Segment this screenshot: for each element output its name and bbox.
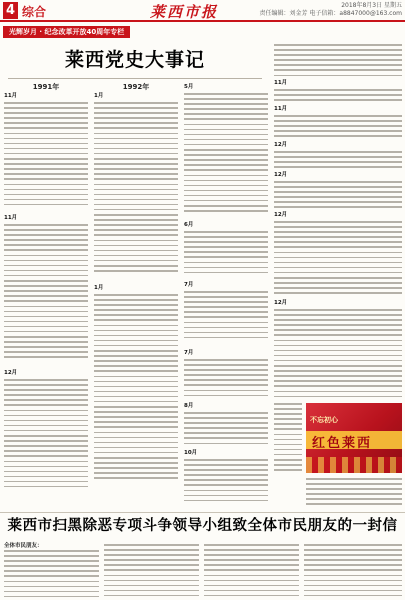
entry-heading: 11月 bbox=[4, 93, 18, 99]
entry-heading: 1月 bbox=[94, 93, 104, 99]
entry-heading: 8月 bbox=[184, 403, 194, 409]
entry-heading: 7月 bbox=[184, 282, 194, 288]
entry-heading: 11月 bbox=[274, 106, 288, 112]
entry-heading: 12月 bbox=[274, 172, 288, 178]
editor-contact: 责任编辑：刘金芳 电子信箱：a8847000@163.com bbox=[259, 10, 402, 17]
column-bar bbox=[0, 26, 405, 38]
year-heading-1991: 1991年 bbox=[32, 83, 60, 91]
article-body bbox=[274, 151, 402, 171]
masthead bbox=[0, 0, 405, 22]
photo-caption-big: 红色莱西 bbox=[312, 436, 373, 451]
entry-heading: 6月 bbox=[184, 222, 194, 228]
article-body bbox=[274, 221, 402, 297]
article-body bbox=[274, 115, 402, 140]
entry-heading: 12月 bbox=[274, 300, 288, 306]
article-body bbox=[94, 102, 178, 275]
entry-heading: 12月 bbox=[274, 142, 288, 148]
article-body bbox=[94, 294, 178, 482]
year-heading-1992: 1992年 bbox=[122, 83, 150, 91]
article-body bbox=[4, 102, 88, 209]
article-body bbox=[184, 359, 268, 400]
issue-info bbox=[242, 2, 402, 18]
entry-heading: 5月 bbox=[184, 84, 194, 90]
article-body bbox=[184, 412, 268, 448]
entry-heading: 10月 bbox=[184, 450, 198, 456]
newspaper-brand: 莱西市报 bbox=[150, 3, 219, 21]
issue-date: 2018年8月3日 星期五 bbox=[341, 2, 402, 9]
article-body bbox=[4, 379, 88, 491]
article-body bbox=[184, 291, 268, 342]
entry-heading: 11月 bbox=[274, 80, 288, 86]
article-body bbox=[274, 309, 402, 401]
article-body bbox=[274, 89, 402, 104]
letter-salutation: 全体市民朋友： bbox=[4, 543, 43, 549]
article-body bbox=[304, 544, 402, 600]
title-banner bbox=[0, 42, 270, 78]
page-number: 4 bbox=[3, 2, 18, 19]
entry-heading: 11月 bbox=[4, 215, 18, 221]
article-body bbox=[306, 478, 402, 509]
red-laixi-photo bbox=[306, 403, 402, 473]
section-label: 综合 bbox=[22, 5, 47, 19]
article-body bbox=[104, 544, 199, 600]
entry-heading: 12月 bbox=[274, 212, 288, 218]
article-body bbox=[184, 93, 268, 215]
article-body bbox=[274, 181, 402, 212]
article-body bbox=[184, 231, 268, 277]
article-body bbox=[204, 544, 299, 600]
column-tag: 光辉岁月 · 纪念改革开放40周年专栏 bbox=[3, 26, 130, 38]
photo-decoration bbox=[306, 457, 402, 473]
letter-title: 莱西市扫黑除恶专项斗争领导小组致全体市民朋友的一封信 bbox=[7, 517, 398, 534]
main-title: 莱西党史大事记 bbox=[64, 49, 205, 71]
photo-caption-small: 不忘初心 bbox=[310, 416, 338, 424]
entry-heading: 12月 bbox=[4, 370, 18, 376]
article-body bbox=[4, 550, 99, 600]
entry-heading: 7月 bbox=[184, 350, 194, 356]
entry-heading: 1月 bbox=[94, 285, 104, 291]
article-body bbox=[184, 459, 268, 505]
article-body bbox=[4, 224, 88, 362]
letter-title-banner bbox=[0, 512, 405, 538]
article-body bbox=[274, 403, 302, 474]
article-body bbox=[274, 44, 402, 80]
title-rule bbox=[8, 78, 262, 79]
